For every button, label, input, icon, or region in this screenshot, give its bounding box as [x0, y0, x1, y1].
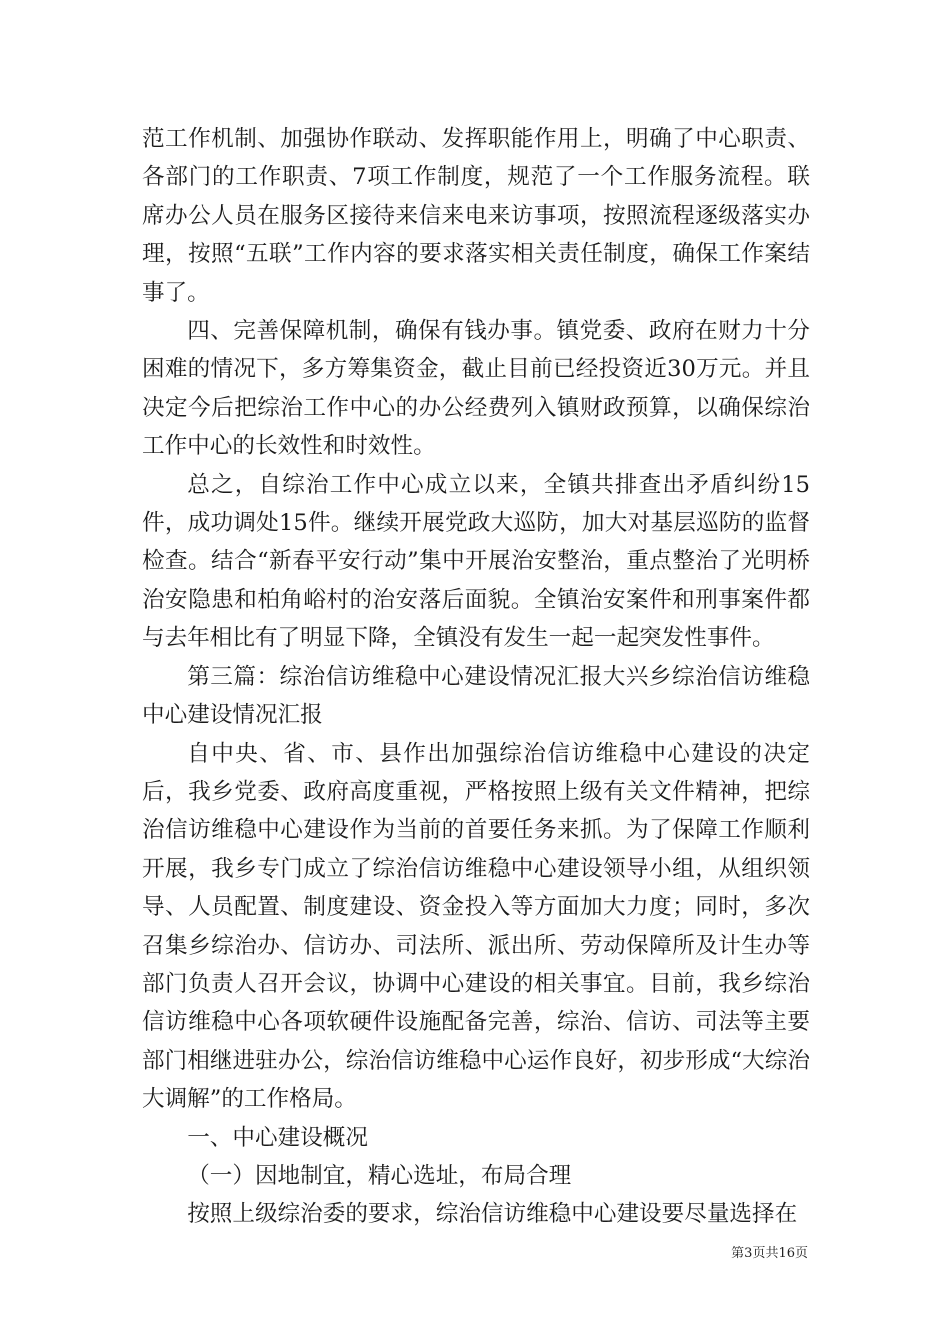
paragraph-2: 四、完善保障机制，确保有钱办事。镇党委、政府在财力十分困难的情况下，多方筹集资金，截止目前已经投资近30万元。并且决定今后把综治工作中心的办公经费列入镇财政预算，以确保综治工作中心的长效性和时效性。 [142, 318, 810, 460]
subsection-heading-site: （一）因地制宜，精心选址，布局合理 [187, 1162, 572, 1189]
section-heading-part-three: 第三篇：综治信访维稳中心建设情况汇报大兴乡综治信访维稳中心建设情况汇报 [142, 663, 810, 729]
page-number: 第3页共16页 [731, 1246, 808, 1261]
document-body [142, 120, 810, 1234]
paragraph-1: 范工作机制、加强协作联动、发挥职能作用上，明确了中心职责、各部门的工作职责、7项工作制度，规范了一个工作服务流程。联席办公人员在服务区接待来信来电来访事项，按照流程逐级落实办理，按照“五联”工作内容的要求落实相关责任制度，确保工作案结事了。 [142, 126, 810, 306]
paragraph-3: 总之，自综治工作中心成立以来，全镇共排查出矛盾纠纷15件，成功调处15件。继续开展党政大巡防，加大对基层巡防的监督检查。结合“新春平安行动”集中开展治安整治，重点整治了光明桥治安隐患和柏角峪村的治安落后面貌。全镇治安案件和刑事案件都与去年相比有了明显下降，全镇没有发生一起一起突发性事件。 [142, 471, 810, 652]
section-heading-overview: 一、中心建设概况 [187, 1124, 368, 1151]
paragraph-5: 自中央、省、市、县作出加强综治信访维稳中心建设的决定后，我乡党委、政府高度重视，严格按照上级有关文件精神，把综治信访维稳中心建设作为当前的首要任务来抓。为了保障工作顺利开展，我乡专门成立了综治信访维稳中心建设领导小组，从组织领导、人员配置、制度建设、资金投入等方面加大力度；同时，多次召集乡综治办、信访办、司法所、派出所、劳动保障所及计生办等部门负责人召开会议，协调中心建设的相关事宜。目前，我乡综治信访维稳中心各项软硬件设施配备完善，综治、信访、司法等主要部门相继进驻办公，综治信访维稳中心运作良好，初步形成“大综治大调解”的工作格局。 [142, 740, 810, 1113]
paragraph-8: 按照上级综治委的要求，综治信访维稳中心建设要尽量选择在 [187, 1201, 798, 1228]
